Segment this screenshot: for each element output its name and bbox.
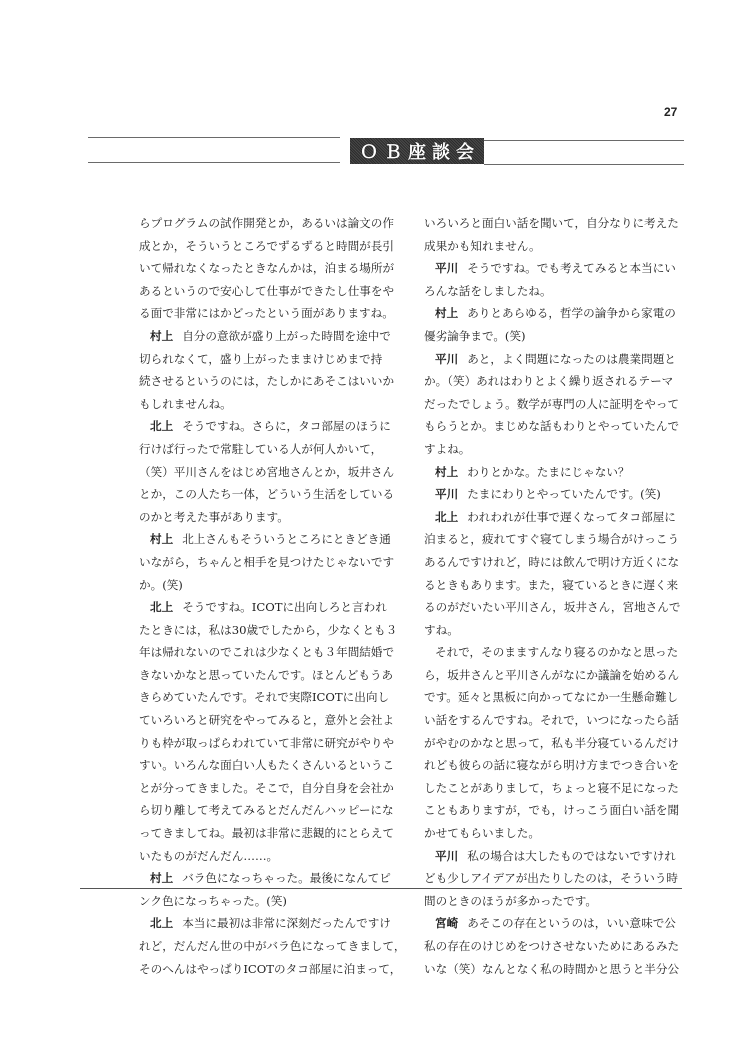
line-text: 北上さんもそういうところにときどき通 (182, 532, 391, 547)
text-line (424, 370, 696, 393)
text-line (424, 641, 696, 664)
text-line (139, 958, 411, 981)
text-line (139, 686, 411, 709)
speaker-name: 村上 (150, 532, 174, 547)
text-line (139, 822, 411, 845)
line-text: あるというので安心して仕事ができたし仕事をや (139, 283, 395, 298)
line-text: ンク色になっちゃった。(笑) (139, 893, 287, 908)
text-line (139, 709, 411, 732)
text-line (139, 551, 411, 574)
line-text: 切られなくて，盛り上がったままけじめまで持 (139, 351, 383, 366)
line-text: 私の存在のけじめをつけさせないためにあるみた (424, 939, 680, 953)
line-text: すい。いろんな面白い人もたくさんいるというこ (139, 758, 395, 773)
text-line (424, 709, 696, 732)
speaker-name: 村上 (435, 306, 459, 321)
speaker-name: 平川 (435, 487, 459, 502)
speaker-name: 宮崎 (435, 916, 459, 931)
line-text: か。（笑）あれはわりとよく繰り返されるテーマ (424, 374, 674, 389)
text-line (424, 393, 696, 416)
text-line (424, 348, 696, 371)
text-line (139, 596, 411, 619)
text-line (424, 935, 696, 958)
text-line (139, 280, 411, 303)
speaker-name: 村上 (435, 464, 459, 479)
line-text: いながら，ちゃんと相手を見つけたじゃないです (139, 554, 395, 569)
text-line (139, 302, 411, 325)
text-line (424, 257, 696, 280)
text-line (424, 325, 696, 348)
text-line (424, 483, 696, 506)
line-text: 私の場合は大したものではないですけれ (467, 848, 676, 863)
text-line (139, 732, 411, 755)
line-text: いな（笑）なんとなく私の時間かと思うと半分公 (424, 961, 680, 976)
right-text-column (424, 212, 696, 980)
line-text: いたものがだんだん……。 (139, 848, 279, 863)
text-line (139, 212, 411, 235)
text-line (139, 257, 411, 280)
speaker-name: 平川 (435, 848, 459, 863)
line-text: わりとかな。たまにじゃない？ (467, 464, 630, 479)
line-text: ら切り離して考えてみるとだんだんハッピーにな (139, 803, 394, 818)
text-line (424, 302, 696, 325)
line-text: るのがだいたい平川さん，坂井さん，宮地さんで (424, 600, 681, 615)
text-line (139, 845, 411, 868)
text-line (139, 370, 411, 393)
line-text: かせてもらいました。 (424, 826, 540, 841)
line-text: たまにわりとやっていたんです。(笑) (467, 487, 661, 502)
page-number: 27 (664, 105, 678, 119)
line-text: たときには，私は30歳でしたから，少なくとも３ (139, 622, 398, 637)
line-text: だったでしょう。数学が専門の人に証明をやって (424, 396, 680, 411)
text-line (424, 551, 696, 574)
line-text: こともありますが，でも，けっこう面白い話を聞 (424, 803, 680, 818)
header-rule-upper-right (484, 140, 684, 141)
text-line (424, 867, 696, 890)
speaker-name: 平川 (435, 351, 459, 366)
line-text: あるんですけれど，時には飲んで明け方近くにな (424, 554, 680, 569)
text-line (424, 664, 696, 687)
header-rule-lower-left (88, 162, 340, 163)
line-text: れど，だんだん世の中がバラ色になってきまして， (139, 939, 406, 953)
text-line (424, 958, 696, 981)
line-text: ら，坂井さんと平川さんがなにか議論を始めるん (424, 667, 680, 682)
speaker-name: 村上 (150, 328, 174, 343)
line-text: われわれが仕事で遅くなってタコ部屋に (467, 509, 676, 524)
text-line (139, 438, 411, 461)
text-line (424, 754, 696, 777)
text-line (139, 754, 411, 777)
text-line (139, 641, 411, 664)
header-rule-upper-left (88, 137, 340, 138)
text-line (424, 596, 696, 619)
text-line (139, 415, 411, 438)
line-text: 成果かも知れません。 (424, 238, 541, 253)
text-line (424, 506, 696, 529)
line-text: そのへんはやっぱりICOTのタコ部屋に泊まって， (139, 961, 402, 976)
text-line (139, 461, 411, 484)
line-text: もしれませんね。 (139, 396, 232, 411)
line-text: すよね。 (424, 441, 471, 456)
line-text: とが分ってきました。そこで，自分自身を会社か (139, 780, 394, 795)
text-line (424, 845, 696, 868)
line-text: です。延々と黒板に向かってなにか一生懸命難し (424, 690, 679, 705)
text-line (424, 619, 696, 642)
text-line (424, 528, 696, 551)
line-text: ってきましてね。最初は非常に悲観的にとらえて (139, 826, 395, 841)
line-text: きないかなと思っていたんです。ほとんどもうあ (139, 667, 394, 682)
line-text: る面で非常にはかどったという面がありますね。 (139, 306, 394, 321)
text-line (424, 799, 696, 822)
text-line (139, 393, 411, 416)
left-text-column (139, 212, 411, 980)
line-text: ありとあらゆる，哲学の論争から家電の (467, 306, 676, 321)
text-line (139, 528, 411, 551)
text-line (139, 867, 411, 890)
line-text: そうですね。ICOTに出向しろと言われ (182, 600, 387, 615)
text-line (424, 822, 696, 845)
line-text: それで，そのまますんなり寝るのかなと思った (435, 645, 679, 660)
line-text: 年は帰れないのでこれは少なくとも３年間結婚で (139, 645, 395, 660)
line-text: きらめていたんです。それで実際ICOTに出向し (139, 690, 390, 705)
section-title: ＯＢ座談会 (360, 142, 480, 163)
line-text: バラ色になっちゃった。最後になんてピ (182, 871, 391, 886)
line-text: れども彼らの話に寝ながら明け方までつき合いを (424, 758, 680, 773)
line-text: 続させるというのには，たしかにあそこはいいか (139, 374, 395, 389)
line-text: ども少しアイデアが出たりしたのは，そういう時 (424, 871, 679, 886)
text-line (139, 348, 411, 371)
line-text: あと，よく問題になったのは農業問題と (467, 351, 676, 366)
line-text: か。(笑) (139, 577, 183, 592)
line-text: もらうとか。まじめな話もわりとやっていたんで (424, 419, 680, 434)
line-text: いろいろと面白い話を聞いて，自分なりに考えた (424, 216, 679, 230)
text-line (139, 619, 411, 642)
line-text: あそこの存在というのは，いい意味で公 (467, 916, 676, 931)
speaker-name: 北上 (150, 419, 174, 434)
line-text: るときもあります。また，寝ているときに遅く来 (424, 577, 679, 592)
line-text: 本当に最初は非常に深刻だったんですけ (182, 916, 391, 931)
line-text: 行けば行ったで常駐している人が何人かいて， (139, 441, 383, 456)
text-line (139, 799, 411, 822)
line-text: 間のときのほうが多かったです。 (424, 893, 597, 908)
line-text: いて帰れなくなったときなんかは，泊まる場所が (139, 261, 395, 276)
line-text: すね。 (424, 622, 459, 637)
header-rule-lower-right (484, 164, 684, 165)
text-line (424, 912, 696, 935)
text-line (139, 325, 411, 348)
line-text: そうですね。でも考えてみると本当にい (467, 261, 676, 276)
text-line (139, 935, 411, 958)
speaker-name: 村上 (150, 871, 174, 886)
line-text: とか，この人たち一体，どういう生活をしている (139, 487, 395, 502)
line-text: りも枠が取っぱらわれていて非常に研究がやりや (139, 735, 395, 750)
text-line (424, 732, 696, 755)
text-line (424, 890, 696, 913)
speaker-name: 平川 (435, 261, 459, 276)
text-line (424, 438, 696, 461)
text-line (139, 777, 411, 800)
text-line (139, 483, 411, 506)
line-text: ていろいろと研究をやってみると，意外と会社よ (139, 713, 395, 728)
line-text: したことがありまして，ちょっと寝不足になった (424, 780, 679, 795)
line-text: そうですね。さらに，タコ部屋のほうに (182, 419, 391, 434)
line-text: のかと考えた事があります。 (139, 509, 289, 524)
text-line (424, 235, 696, 258)
line-text: い話をするんですね。それで，いつになったら話 (424, 713, 679, 728)
text-line (424, 212, 696, 235)
text-line (139, 912, 411, 935)
text-line (424, 777, 696, 800)
text-line (424, 280, 696, 303)
footer-rule (80, 888, 682, 889)
line-text: ろんな話をしましたね。 (424, 283, 552, 298)
line-text: 泊まると，疲れてすぐ寝てしまう場合がけっこう (424, 532, 680, 547)
speaker-name: 北上 (435, 509, 459, 524)
text-line (139, 890, 411, 913)
line-text: 成とか，そういうところでずるずると時間が長引 (139, 238, 394, 253)
line-text: 自分の意欲が盛り上がった時間を途中で (182, 328, 391, 343)
text-line (424, 574, 696, 597)
line-text: らプログラムの試作開発とか，あるいは論文の作 (139, 216, 394, 230)
text-line (424, 686, 696, 709)
text-line (139, 574, 411, 597)
text-line (424, 415, 696, 438)
line-text: 優劣論争まで。(笑) (424, 328, 526, 343)
section-title-banner (350, 138, 484, 164)
text-line (139, 506, 411, 529)
speaker-name: 北上 (150, 600, 174, 615)
line-text: （笑）平川さんをはじめ宮地さんとか，坂井さん (139, 464, 395, 479)
text-line (424, 461, 696, 484)
text-line (139, 664, 411, 687)
line-text: がやむのかなと思って，私も半分寝ているんだけ (424, 735, 679, 750)
speaker-name: 北上 (150, 916, 174, 931)
text-line (139, 235, 411, 258)
